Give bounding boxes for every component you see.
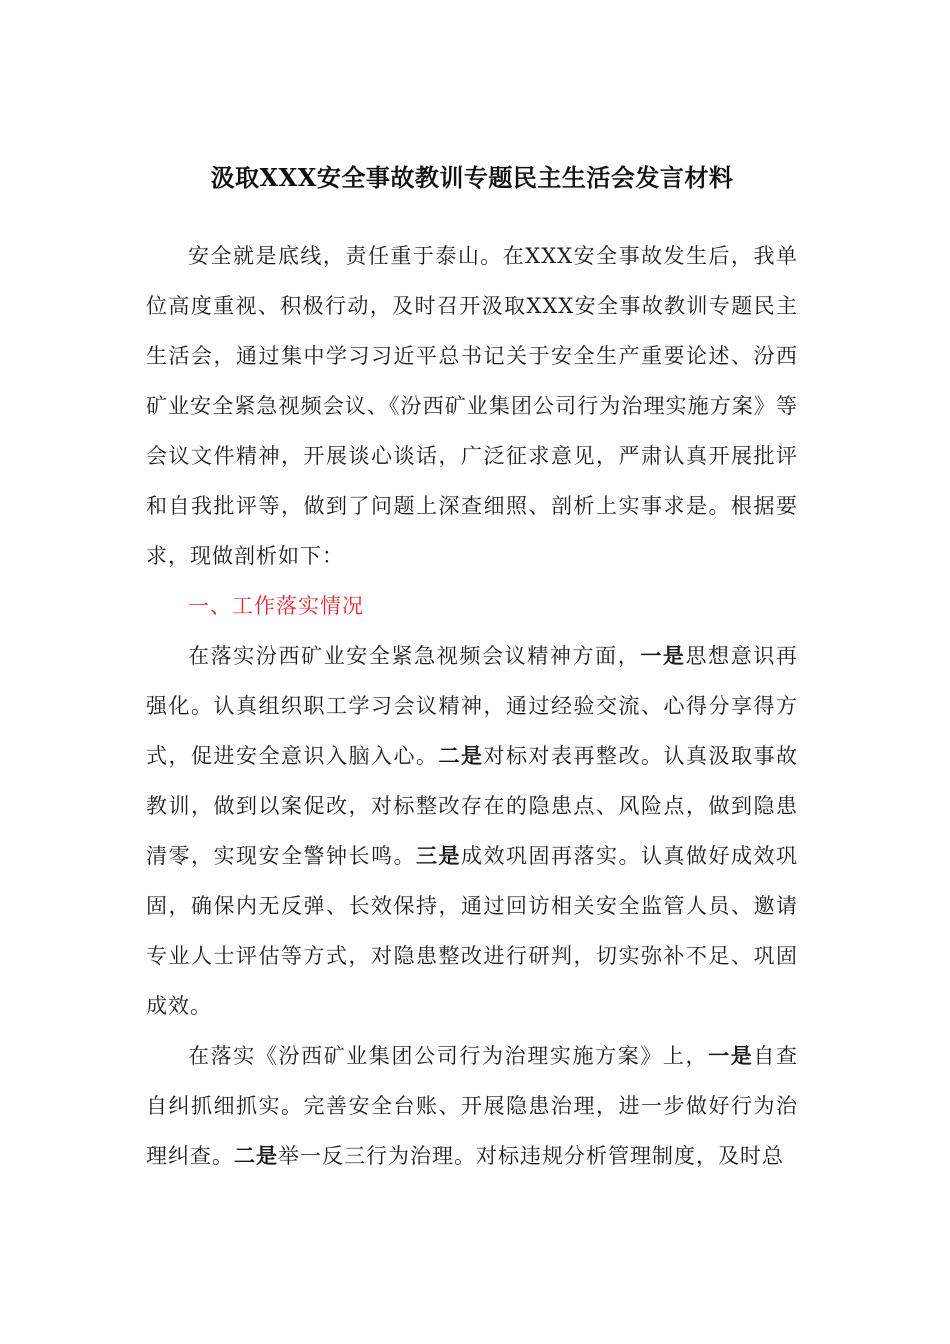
intro-paragraph: 安全就是底线，责任重于泰山。在XXX安全事故发生后，我单位高度重视、积极行动，及时召开汲取XXX安全事故教训专题民主生活会，通过集中学习习近平总书记关于安全生产重要论述、汾西矿业安全紧急视频会议、《汾西矿业集团公司行为治理实施方案》等会议文件精神，开展谈心谈话，广泛征求意见，严肃认真开展批评和自我批评等，做到了问题上深查细照、剖析上实事求是。根据要求，现做剖析如下： [146,244,798,568]
ordinal-second: 二是 [234,1143,278,1168]
ordinal-third: 三是 [416,843,461,868]
para-lead: 在落实《汾西矿业集团公司行为治理实施方案》上， [188,1044,709,1068]
para-lead: 在落实汾西矿业安全紧急视频会议精神方面， [188,644,641,668]
para-text: 成效巩固再落实。认真做好成效巩固，确保内无反弹、长效保持，通过回访相关安全监管人员、邀请专业人士评估等方式，对隐患整改进行研判，切实弥补不足、巩固成效。 [146,844,798,1018]
para-text: 思想意识再强化。认真组织职工学习会议精神，通过经验交流、心得分享得方式，促进安全意识入脑入心。 [146,644,799,768]
document-page [146,150,798,1181]
para-text: 对标对表再整改。认真汲取事故教训，做到以案促改，对标整改存在的隐患点、风险点，做到隐患清零，实现安全警钟长鸣。 [146,744,798,868]
section-heading-1: 一、工作落实情况 [188,594,364,618]
para-text: 举一反三行为治理。对标违规分析管理制度，及时总 [278,1144,784,1168]
ordinal-first: 一是 [708,1043,754,1068]
para-text: 自查自纠抓细抓实。完善安全台账、开展隐患治理，进一步做好行为治理纠查。 [146,1044,799,1168]
section1-paragraph-1 [146,631,798,1031]
ordinal-second: 二是 [438,743,484,768]
ordinal-first: 一是 [640,643,686,668]
section1-paragraph-2 [146,1031,798,1181]
document-title: 汲取XXX安全事故教训专题民主生活会发言材料 [210,163,734,192]
document-body [146,231,798,1181]
